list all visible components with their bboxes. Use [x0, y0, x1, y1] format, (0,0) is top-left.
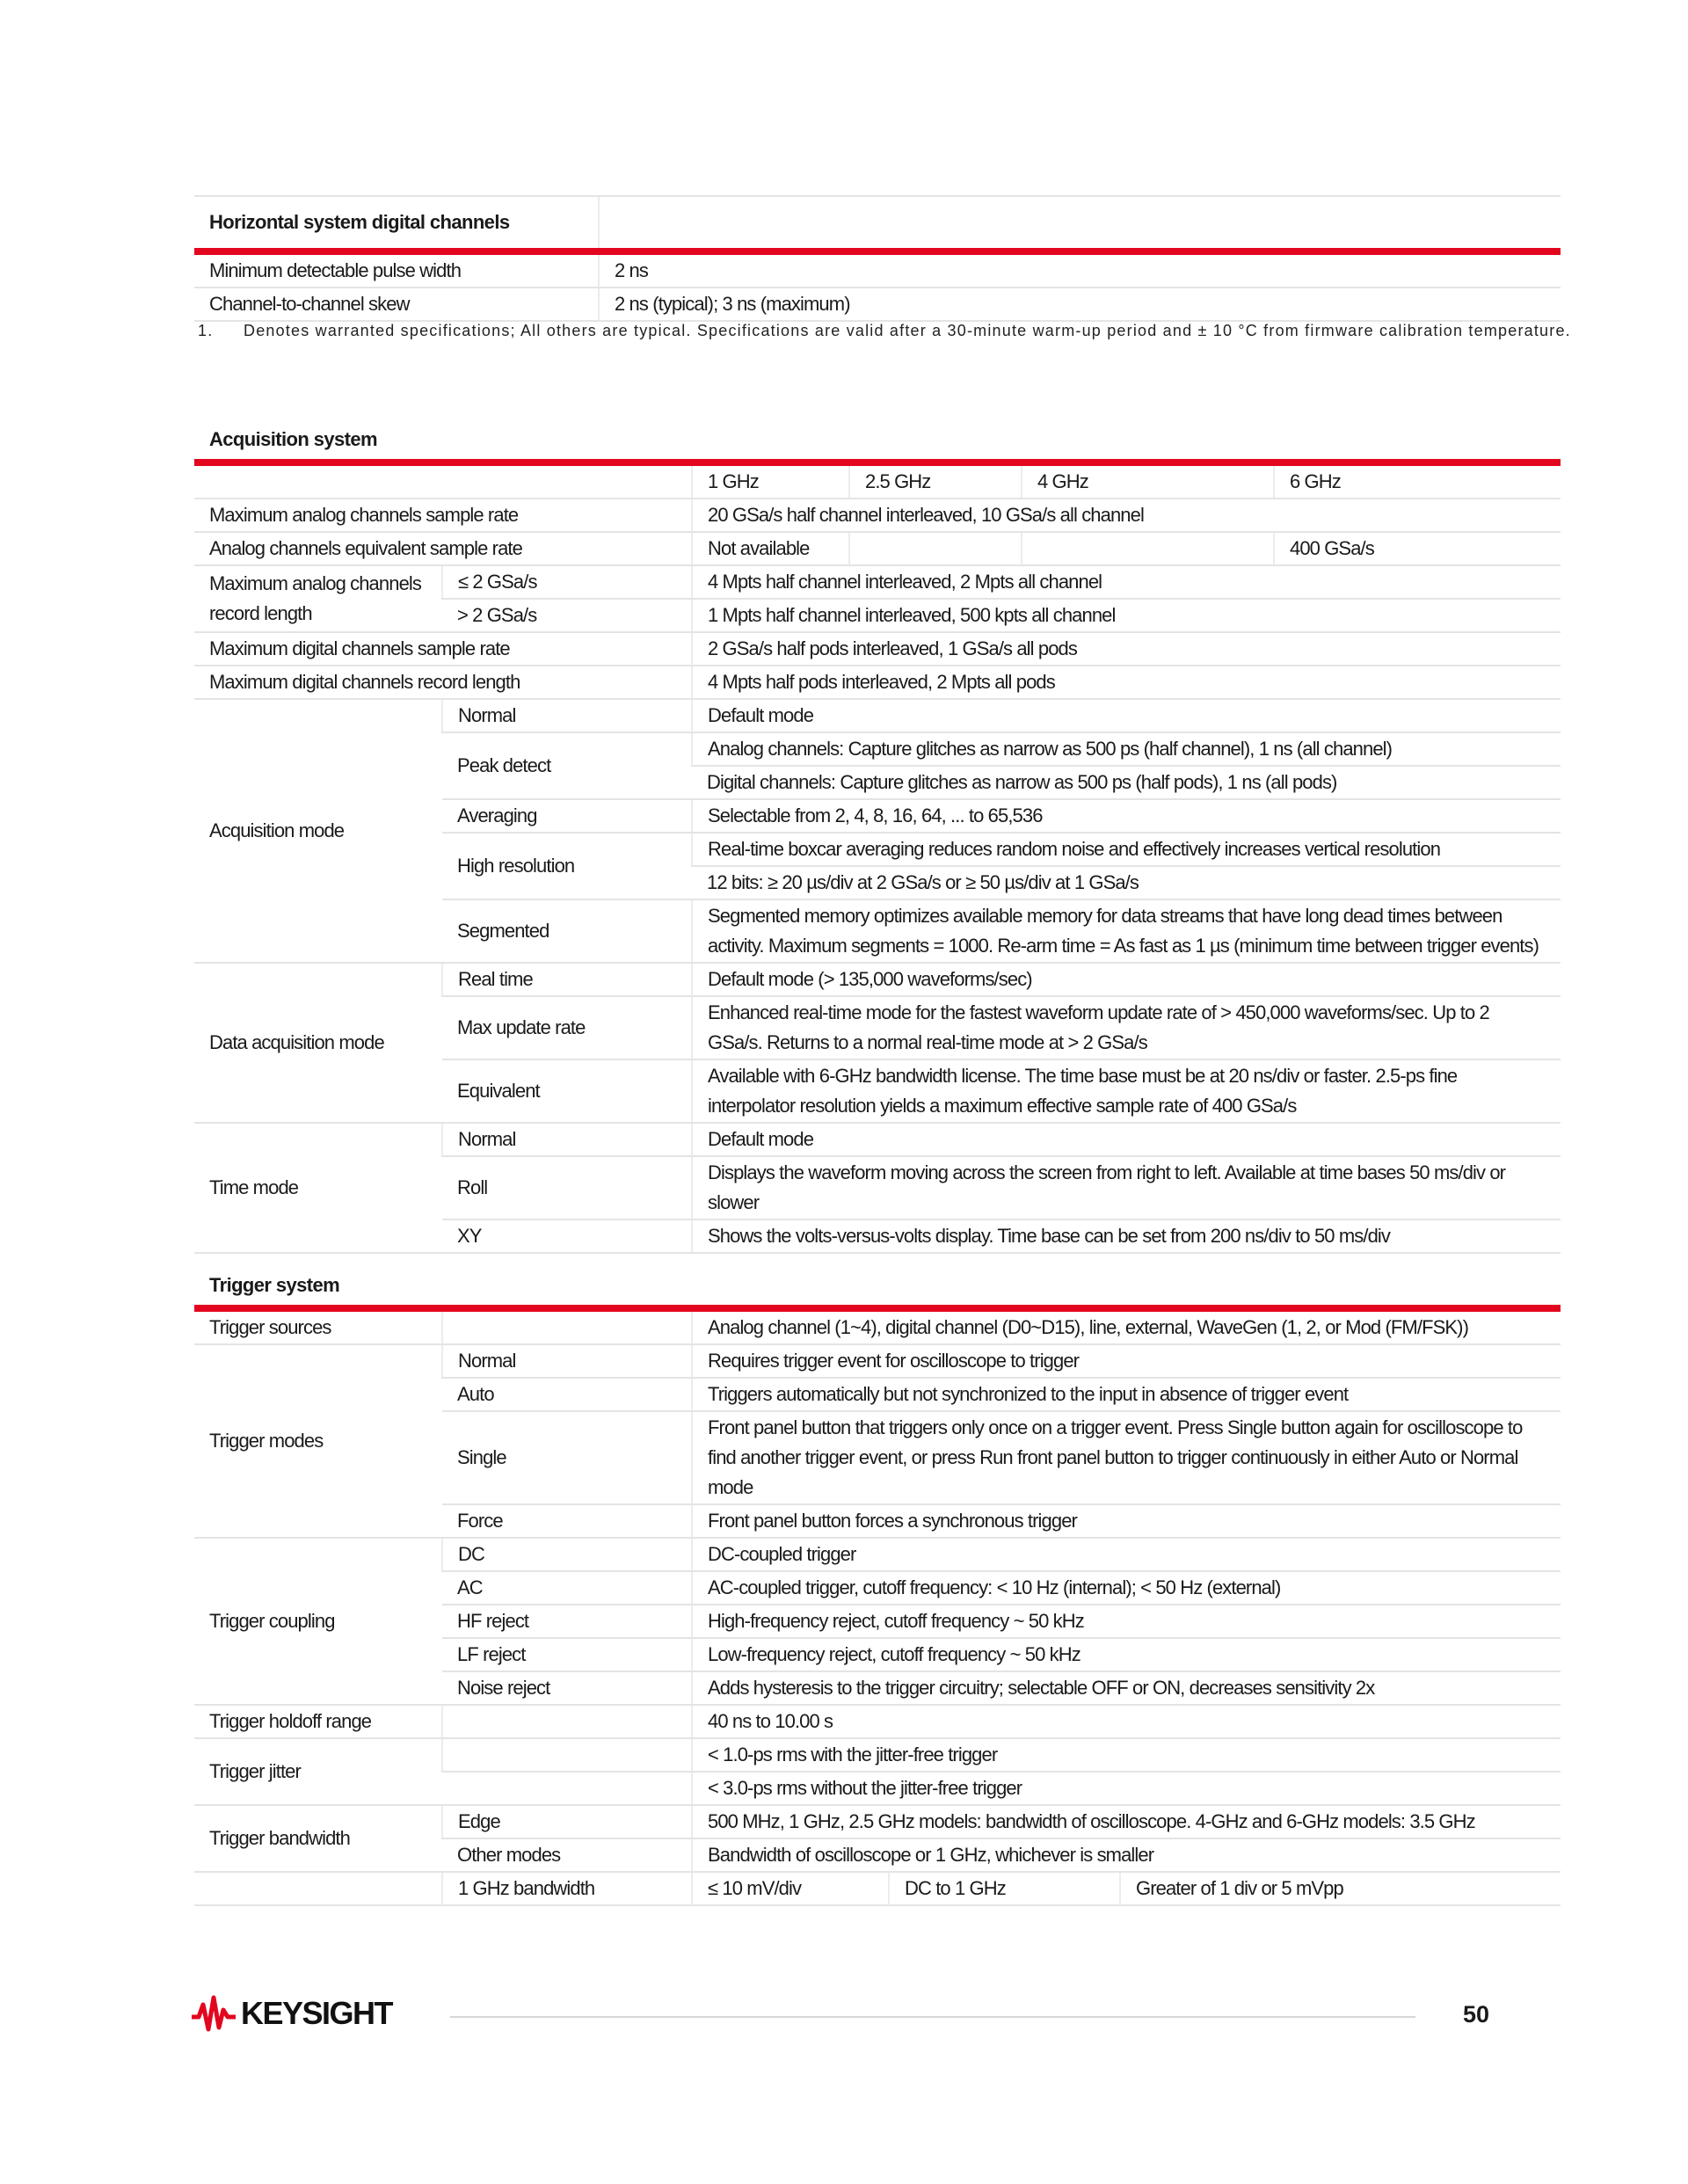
row-sublabel: Single — [442, 1411, 692, 1504]
row-sublabel — [442, 1738, 692, 1772]
horizontal-rows — [194, 255, 1561, 322]
row-sublabel: Roll — [442, 1156, 692, 1219]
row-sublabel: > 2 GSa/s — [442, 599, 692, 632]
table-row — [194, 699, 1561, 732]
row-value: 2 ns (typical); 3 ns (maximum) — [599, 288, 1561, 321]
row-sublabel: Edge — [442, 1805, 692, 1838]
split-value: Greater of 1 div or 5 mVpp — [1119, 1873, 1561, 1904]
empty-cell — [194, 466, 692, 499]
table-row — [194, 1805, 1561, 1838]
trigger-section — [194, 1270, 1561, 1906]
row-value: 4 Mpts half pods interleaved, 2 Mpts all pods — [692, 666, 1561, 699]
acquisition-section — [194, 424, 1561, 1254]
table-row — [194, 288, 1561, 321]
table-row — [194, 1312, 1561, 1344]
split-value: DC to 1 GHz — [888, 1873, 1119, 1904]
row-label: Maximum analog channels record length — [194, 565, 442, 632]
group-label: Data acquisition mode — [194, 963, 442, 1123]
table-row — [194, 532, 1561, 565]
split-value: ≤ 10 mV/div — [708, 1877, 802, 1899]
bandwidth-header-row — [194, 466, 1561, 499]
bandwidth-header: 2.5 GHz — [849, 466, 1022, 499]
row-value: DC-coupled trigger — [692, 1538, 1561, 1571]
row-sublabel: Normal — [442, 1344, 692, 1378]
row-value: Real-time boxcar averaging reduces random noise and effectively increases vertical resolution — [692, 833, 1561, 866]
table-row — [194, 565, 1561, 599]
group-label: Time mode — [194, 1123, 442, 1253]
row-sublabel: High resolution — [442, 833, 692, 899]
footnote — [194, 320, 1615, 342]
row-value: Analog channel (1~4), digital channel (D0~D15), line, external, WaveGen (1, 2, or Mod (FM/FSK)) — [692, 1312, 1561, 1344]
row-sublabel: Real time — [442, 963, 692, 996]
table-row — [194, 1738, 1561, 1772]
row-value: Not available — [692, 532, 849, 565]
row-sublabel: LF reject — [442, 1638, 692, 1671]
row-value: Segmented memory optimizes available memory for data streams that have long dead times between activity. Maximum segments = 1000. Re-arm time = As fast as 1 µs (minimum time between trigger events) — [692, 899, 1561, 963]
section-title: Horizontal system digital channels — [209, 211, 510, 233]
row-sublabel: 1 GHz bandwidth — [442, 1872, 692, 1905]
keysight-wave-icon — [190, 1994, 237, 2033]
footer-rule — [450, 2016, 1415, 2018]
table-row — [194, 1344, 1561, 1378]
row-value: High-frequency reject, cutoff frequency ~ 50 kHz — [692, 1605, 1561, 1638]
row-sublabel: XY — [442, 1219, 692, 1253]
horizontal-digital-table — [194, 197, 1561, 248]
acquisition-table — [194, 466, 1561, 1254]
row-value: 40 ns to 10.00 s — [692, 1705, 1561, 1738]
section-title: Trigger system — [209, 1274, 340, 1296]
row-value: Displays the waveform moving across the screen from right to left. Available at time bases 50 ms/div or slower — [692, 1156, 1561, 1219]
group-label: Trigger modes — [194, 1344, 442, 1538]
row-sublabel: Equivalent — [442, 1059, 692, 1123]
table-row — [194, 666, 1561, 699]
row-value: Adds hysteresis to the trigger circuitry; selectable OFF or ON, decreases sensitivity 2x — [692, 1671, 1561, 1705]
trigger-table — [194, 1312, 1561, 1906]
row-value: 2 GSa/s half pods interleaved, 1 GSa/s all pods — [692, 632, 1561, 666]
row-sublabel: Max update rate — [442, 996, 692, 1059]
row-value: Default mode — [692, 699, 1561, 732]
row-value: 2 ns — [599, 255, 1561, 288]
row-label: Minimum detectable pulse width — [194, 255, 599, 288]
row-sublabel: Force — [442, 1504, 692, 1538]
group-label: Trigger coupling — [194, 1538, 442, 1705]
row-value: Digital channels: Capture glitches as narrow as 500 ps (half pods), 1 ns (all pods) — [692, 766, 1561, 799]
row-value: Available with 6-GHz bandwidth license. The time base must be at 20 ns/div or faster. 2.5-ps fine interpolator resolution yields a maximum effective sample rate of 400 GSa/s — [692, 1059, 1561, 1123]
table-row — [194, 963, 1561, 996]
row-label: Maximum analog channels sample rate — [194, 499, 692, 532]
row-sublabel: Peak detect — [442, 732, 692, 799]
row-value: < 3.0-ps rms without the jitter-free trigger — [692, 1772, 1561, 1805]
row-value: Front panel button that triggers only once on a trigger event. Press Single button again for oscilloscope to find another trigger event, or press Run front panel button to trigger continuously in either Auto or Normal mode — [692, 1411, 1561, 1504]
table-row — [194, 499, 1561, 532]
row-sublabel: AC — [442, 1571, 692, 1605]
row-value: 400 GSa/s — [1274, 532, 1561, 565]
row-sublabel — [442, 1312, 692, 1344]
row-sublabel: DC — [442, 1538, 692, 1571]
row-value: Low-frequency reject, cutoff frequency ~ 50 kHz — [692, 1638, 1561, 1671]
page-number: 50 — [1463, 2001, 1490, 2027]
table-row — [194, 1872, 1561, 1905]
row-sublabel: HF reject — [442, 1605, 692, 1638]
footnote-number: 1. — [198, 322, 214, 339]
table-row — [194, 255, 1561, 288]
red-rule — [194, 248, 1561, 255]
row-value — [849, 532, 1022, 565]
row-sublabel: Segmented — [442, 899, 692, 963]
table-row — [194, 632, 1561, 666]
table-row — [194, 1538, 1561, 1571]
row-label: Maximum digital channels sample rate — [194, 632, 692, 666]
row-sublabel: ≤ 2 GSa/s — [442, 565, 692, 599]
row-sublabel: Other modes — [442, 1838, 692, 1872]
row-value: 12 bits: ≥ 20 µs/div at 2 GSa/s or ≥ 50 µs/div at 1 GSa/s — [692, 866, 1561, 899]
row-value: 4 Mpts half channel interleaved, 2 Mpts all channel — [692, 565, 1561, 599]
row-sublabel — [442, 1705, 692, 1738]
row-value: Analog channels: Capture glitches as narrow as 500 ps (half channel), 1 ns (all channel) — [692, 732, 1561, 766]
group-label: Trigger jitter — [194, 1738, 442, 1805]
row-sublabel: Noise reject — [442, 1671, 692, 1705]
row-value: Triggers automatically but not synchronized to the input in absence of trigger event — [692, 1378, 1561, 1411]
row-value: Requires trigger event for oscilloscope to trigger — [692, 1344, 1561, 1378]
bandwidth-header: 1 GHz — [692, 466, 849, 499]
row-sublabel: Averaging — [442, 799, 692, 833]
row-sublabel — [442, 1772, 692, 1805]
row-sublabel: Normal — [442, 1123, 692, 1156]
group-label: Acquisition mode — [194, 699, 442, 963]
keysight-logo — [190, 1994, 392, 2033]
red-rule — [194, 1305, 1561, 1312]
row-value: Enhanced real-time mode for the fastest waveform update rate of > 450,000 waveforms/sec. Up to 2 GSa/s. Returns to a normal real-time mode at > 2 GSa/s — [692, 996, 1561, 1059]
footnote-text: Denotes warranted specifications; All others are typical. Specifications are valid after a 30-minute warm-up period and ± 10 °C from firmware calibration temperature. — [244, 322, 1571, 339]
red-rule — [194, 459, 1561, 466]
group-label: Trigger bandwidth — [194, 1805, 442, 1872]
empty-cell — [599, 197, 1561, 248]
row-sublabel: Auto — [442, 1378, 692, 1411]
table-row — [194, 1705, 1561, 1738]
row-value: Default mode — [692, 1123, 1561, 1156]
row-sublabel: Normal — [442, 699, 692, 732]
group-label: Trigger holdoff range — [194, 1705, 442, 1738]
row-label: Analog channels equivalent sample rate — [194, 532, 692, 565]
group-label: Trigger sources — [194, 1312, 442, 1344]
bandwidth-header: 4 GHz — [1022, 466, 1274, 499]
row-value-split — [692, 1872, 1561, 1905]
logo-text: KEYSIGHT — [241, 1995, 393, 2031]
row-value: 1 Mpts half channel interleaved, 500 kpts all channel — [692, 599, 1561, 632]
row-value: AC-coupled trigger, cutoff frequency: < 10 Hz (internal); < 50 Hz (external) — [692, 1571, 1561, 1605]
row-value: Selectable from 2, 4, 8, 16, 64, ... to 65,536 — [692, 799, 1561, 833]
table-row — [194, 1123, 1561, 1156]
horizontal-digital-section — [194, 195, 1561, 322]
group-label — [194, 1872, 442, 1905]
row-value: Bandwidth of oscilloscope or 1 GHz, whichever is smaller — [692, 1838, 1561, 1872]
row-label: Maximum digital channels record length — [194, 666, 692, 699]
bandwidth-header: 6 GHz — [1274, 466, 1561, 499]
row-value: 500 MHz, 1 GHz, 2.5 GHz models: bandwidth of oscilloscope. 4-GHz and 6-GHz models: 3.5 GHz — [692, 1805, 1561, 1838]
row-value: 20 GSa/s half channel interleaved, 10 GSa/s all channel — [692, 499, 1561, 532]
row-value: Default mode (> 135,000 waveforms/sec) — [692, 963, 1561, 996]
row-value — [1022, 532, 1274, 565]
row-value: < 1.0-ps rms with the jitter-free trigger — [692, 1738, 1561, 1772]
row-label: Channel-to-channel skew — [194, 288, 599, 321]
section-title: Acquisition system — [209, 428, 377, 450]
row-value: Front panel button forces a synchronous trigger — [692, 1504, 1561, 1538]
row-value: Shows the volts-versus-volts display. Time base can be set from 200 ns/div to 50 ms/div — [692, 1219, 1561, 1253]
